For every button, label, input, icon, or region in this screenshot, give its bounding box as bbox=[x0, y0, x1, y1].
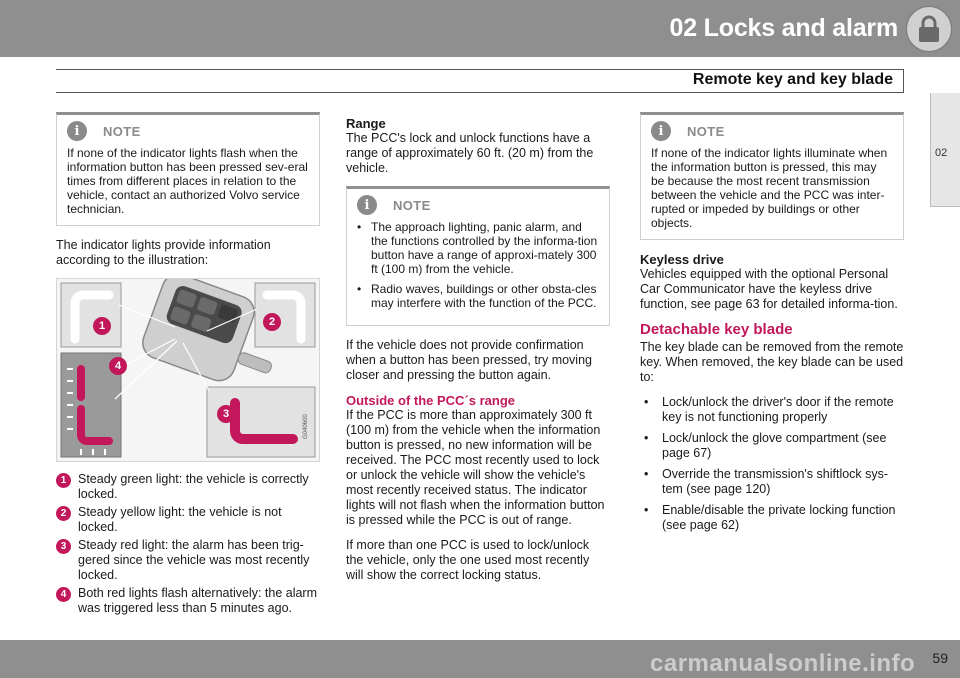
note-header bbox=[357, 195, 599, 215]
note-list-item: • Radio waves, buildings or other obsta-cles may interfere with the function of the PCC. bbox=[357, 282, 599, 310]
note-header bbox=[67, 121, 309, 141]
list-item: • Lock/unlock the glove compartment (see page 67) bbox=[640, 431, 904, 461]
section-bar bbox=[56, 69, 904, 93]
legend-text: Steady red light: the alarm has been trig-gered since the vehicle was most recently locked. bbox=[78, 538, 310, 582]
keyless-text: Vehicles equipped with the optional Personal Car Communicator have the keyless drive function, see page 63 for detailed informa-tion. bbox=[640, 267, 898, 311]
note-box-2 bbox=[346, 186, 610, 326]
section-title: Remote key and key blade bbox=[692, 71, 893, 88]
info-icon: i bbox=[67, 121, 87, 141]
column-3 bbox=[640, 112, 904, 539]
key-blade-heading: Detachable key blade bbox=[640, 321, 793, 338]
legend-number: 3 bbox=[56, 539, 71, 554]
keyless-heading: Keyless drive bbox=[640, 252, 724, 267]
chapter-side-tab bbox=[930, 93, 960, 207]
key-blade-text: The key blade can be removed from the remote key. When removed, the key blade can be used to: bbox=[640, 340, 904, 384]
lock-icon bbox=[906, 6, 952, 52]
legend-item bbox=[56, 505, 320, 535]
note-text: If none of the indicator lights flash when the information button has been pressed sev-eral times from different places in relation to the vehicle, contact an authorized Volvo service technician. bbox=[67, 146, 308, 216]
indicator-intro: The indicator lights provide information according to the illustration: bbox=[56, 238, 271, 267]
column-1 bbox=[56, 112, 320, 619]
list-item: • Lock/unlock the driver's door if the remote key is not functioning properly bbox=[640, 395, 904, 425]
info-icon: i bbox=[357, 195, 377, 215]
note-title: NOTE bbox=[103, 123, 141, 139]
callout-4: 4 bbox=[109, 357, 127, 375]
note-title: NOTE bbox=[393, 197, 431, 213]
indicator-legend bbox=[56, 472, 320, 616]
note-text: If none of the indicator lights illuminate when the information button is pressed, this may be because the most recent transmission between the vehicle and the PCC was inter-rupted or impeded by buildings or other objects. bbox=[651, 146, 888, 230]
confirm-text: If the vehicle does not provide confirmation when a button has been pressed, try moving closer and pressing the button again. bbox=[346, 338, 592, 382]
key-indicator-illustration bbox=[56, 278, 320, 462]
watermark: carmanualsonline.info bbox=[650, 650, 916, 677]
side-tab-label: 02 bbox=[935, 147, 948, 159]
note-list bbox=[357, 220, 599, 310]
legend-text: Steady green light: the vehicle is correctly locked. bbox=[78, 472, 309, 501]
chapter-title: 02 Locks and alarm bbox=[669, 14, 898, 42]
note-box-3 bbox=[640, 112, 904, 240]
list-item: • Override the transmission's shiftlock sys-tem (see page 120) bbox=[640, 467, 904, 497]
illustration-code: G040600 bbox=[303, 414, 309, 439]
legend-item bbox=[56, 472, 320, 502]
legend-number: 1 bbox=[56, 473, 71, 488]
range-text: The PCC's lock and unlock functions have a range of approximately 60 ft. (20 m) from the vehicle. bbox=[346, 131, 594, 175]
note-title: NOTE bbox=[687, 123, 725, 139]
multi-pcc-text: If more than one PCC is used to lock/unlock the vehicle, only the one used most recently will show the correct locking status. bbox=[346, 538, 590, 582]
callout-1: 1 bbox=[93, 317, 111, 335]
column-2 bbox=[346, 116, 610, 593]
callout-2: 2 bbox=[263, 313, 281, 331]
legend-text: Steady yellow light: the vehicle is not locked. bbox=[78, 505, 282, 534]
outside-range-text: If the PCC is more than approximately 300 ft (100 m) from the vehicle when the information button is pressed, no new information will be received. The PCC most recently used to lock or unlock the vehicle will show the vehicle's most recently received status. The indicator lights will not flash when the information button is pressed while the PCC is out of range. bbox=[346, 408, 605, 527]
outside-range-heading: Outside of the PCC´s range bbox=[346, 393, 516, 408]
note-list-item: • The approach lighting, panic alarm, and the functions controlled by the informa-tion button have a range of approxi-mately 300 ft (100 m) from the vehicle. bbox=[357, 220, 599, 276]
list-item: • Enable/disable the private locking function (see page 62) bbox=[640, 503, 904, 533]
header-band bbox=[0, 0, 960, 57]
legend-number: 4 bbox=[56, 587, 71, 602]
legend-item bbox=[56, 538, 320, 583]
note-header bbox=[651, 121, 893, 141]
note-box-1 bbox=[56, 112, 320, 226]
info-icon: i bbox=[651, 121, 671, 141]
range-heading: Range bbox=[346, 116, 386, 131]
legend-number: 2 bbox=[56, 506, 71, 521]
page-number: 59 bbox=[932, 650, 948, 666]
key-blade-list bbox=[640, 395, 904, 533]
legend-item bbox=[56, 586, 320, 616]
legend-text: Both red lights flash alternatively: the alarm was triggered less than 5 minutes ago. bbox=[78, 586, 318, 615]
callout-3: 3 bbox=[217, 405, 235, 423]
